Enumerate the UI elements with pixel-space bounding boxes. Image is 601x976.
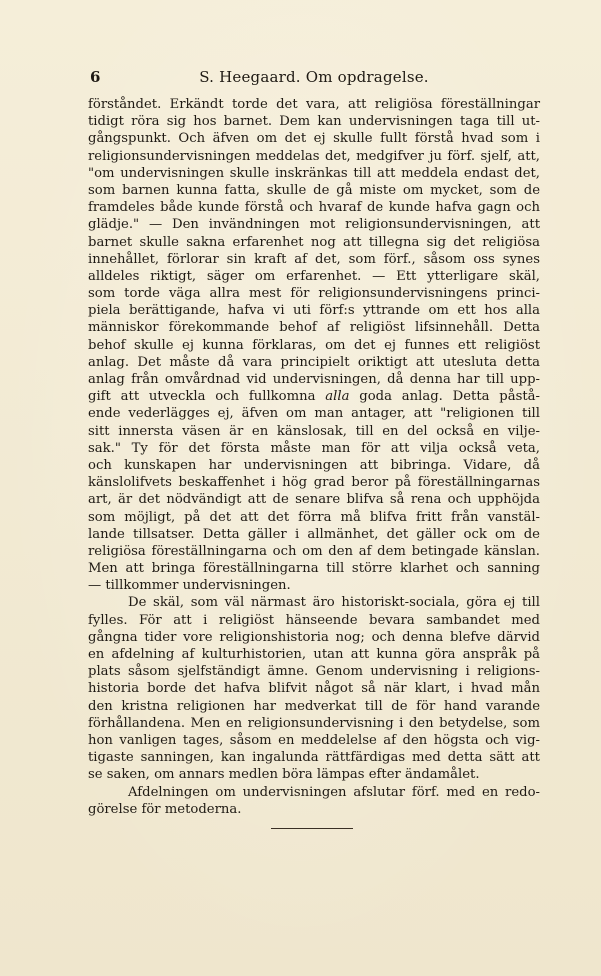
text-line: art, är det nödvändigt att de senare blifva så rena och upphöjda — [88, 492, 540, 508]
text-line: fylles. För att i religiöst hänseende bevara sambandet med — [88, 612, 540, 628]
text-line: förståndet. Erkändt torde det vara, att religiösa föreställningar — [88, 97, 540, 112]
text-line: hon vanligen tages, såsom en meddelelse af den högsta och vig- — [88, 732, 540, 748]
text-line: Afdelningen om undervisningen afslutar förf. med en redo- — [128, 784, 540, 800]
page-number: 6 — [90, 68, 101, 86]
text-line: anlag. Det måste då vara principielt oriktigt att utesluta detta — [88, 354, 540, 370]
text-line: piela berättigande, hafva vi uti förf:s yttrande om ett hos alla — [88, 303, 540, 319]
text-line: känslolifvets beskaffenhet i hög grad beror på föreställningarnas — [88, 475, 540, 491]
paragraph — [88, 594, 540, 783]
text-line: Men att bringa föreställningarna till större klarhet och sanning — [88, 561, 540, 577]
section-divider-rule — [271, 828, 353, 829]
text-line: ende vederlägges ej, äfven om man antager, att "religionen till — [88, 406, 540, 422]
text-line: sak." Ty för det första måste man för att vilja också veta, — [88, 440, 540, 456]
text-line: som torde väga allra mest för religionsundervisningens princi- — [88, 286, 540, 302]
text-line: lande tillsatser. Detta gäller i allmänhet, det gäller ock om de — [88, 526, 540, 542]
text-line: människor förekommande behof af religiöst lifsinnehåll. Detta — [88, 320, 540, 336]
text-line: gångna tider vore religionshistoria nog; och denna blefve därvid — [88, 629, 540, 645]
running-head — [88, 68, 540, 88]
running-title: S. Heegaard. Om opdragelse. — [199, 68, 429, 86]
text-line: barnet skulle sakna erfarenhet nog att tillegna sig det religiösa — [88, 234, 540, 250]
body-text — [88, 96, 540, 818]
text-line: anlag från omvårdnad vid undervisningen, då denna har till upp- — [88, 372, 540, 387]
text-line: glädje." — Den invändningen mot religionsundervisningen, att — [88, 217, 540, 233]
text-line: religiösa föreställningarna och om den af dem betingade känslan. — [88, 543, 540, 559]
text-line: behof skulle ej kunna förklaras, om det ej funnes ett religiöst — [88, 337, 540, 353]
text-line: gångspunkt. Och äfven om det ej skulle fullt förstå hvad som i — [88, 131, 540, 147]
text-line: görelse för metoderna. — [88, 801, 242, 817]
text-line: — tillkommer undervisningen. — [88, 578, 291, 594]
text-line: tidigt röra sig hos barnet. Dem kan undervisningen taga till ut- — [88, 114, 540, 130]
text-line: sitt innersta väsen är en känslosak, till en del också en vilje- — [88, 423, 540, 439]
paragraph — [88, 784, 540, 818]
text-line: förhållandena. Men en religionsundervisning i den betydelse, som — [88, 715, 540, 731]
text-line: gift att utveckla och fullkomna alla goda anlag. Detta påstå- — [88, 389, 540, 405]
paragraph — [88, 96, 540, 594]
text-line: historia borde det hafva blifvit något så när klart, i hvad mån — [88, 681, 540, 697]
text-line: "om undervisningen skulle inskränkas till att meddela endast det, — [88, 165, 540, 181]
text-line: och kunskapen har undervisningen att bibringa. Vidare, då — [88, 457, 540, 473]
text-line: som möjligt, på det att det förra må blifva fritt från vanstäl- — [88, 509, 540, 525]
text-line: framdeles både kunde förstå och hvaraf de kunde hafva gagn och — [88, 200, 540, 216]
text-line: innehållet, förlorar sin kraft af det, som förf., såsom oss synes — [88, 251, 540, 267]
text-line: religionsundervisningen meddelas det, medgifver ju förf. sjelf, att, — [88, 148, 540, 164]
text-line: en afdelning af kulturhistorien, utan att kunna göra anspråk på — [88, 647, 540, 662]
text-line: som barnen kunna fatta, skulle de gå miste om mycket, som de — [88, 182, 540, 198]
text-line: tigaste sanningen, kan ingalunda rättfärdigas med detta sätt att — [88, 750, 540, 766]
text-line: den kristna religionen har medverkat till de för hand varande — [88, 698, 540, 714]
text-line: alldeles riktigt, säger om erfarenhet. — Ett ytterligare skäl, — [88, 268, 540, 284]
text-line: se saken, om annars medlen böra lämpas efter ändamålet. — [88, 767, 480, 783]
text-line: De skäl, som väl närmast äro historiskt-sociala, göra ej till — [128, 595, 540, 611]
text-line: plats såsom sjelfständigt ämne. Genom undervisning i religions- — [88, 664, 540, 680]
